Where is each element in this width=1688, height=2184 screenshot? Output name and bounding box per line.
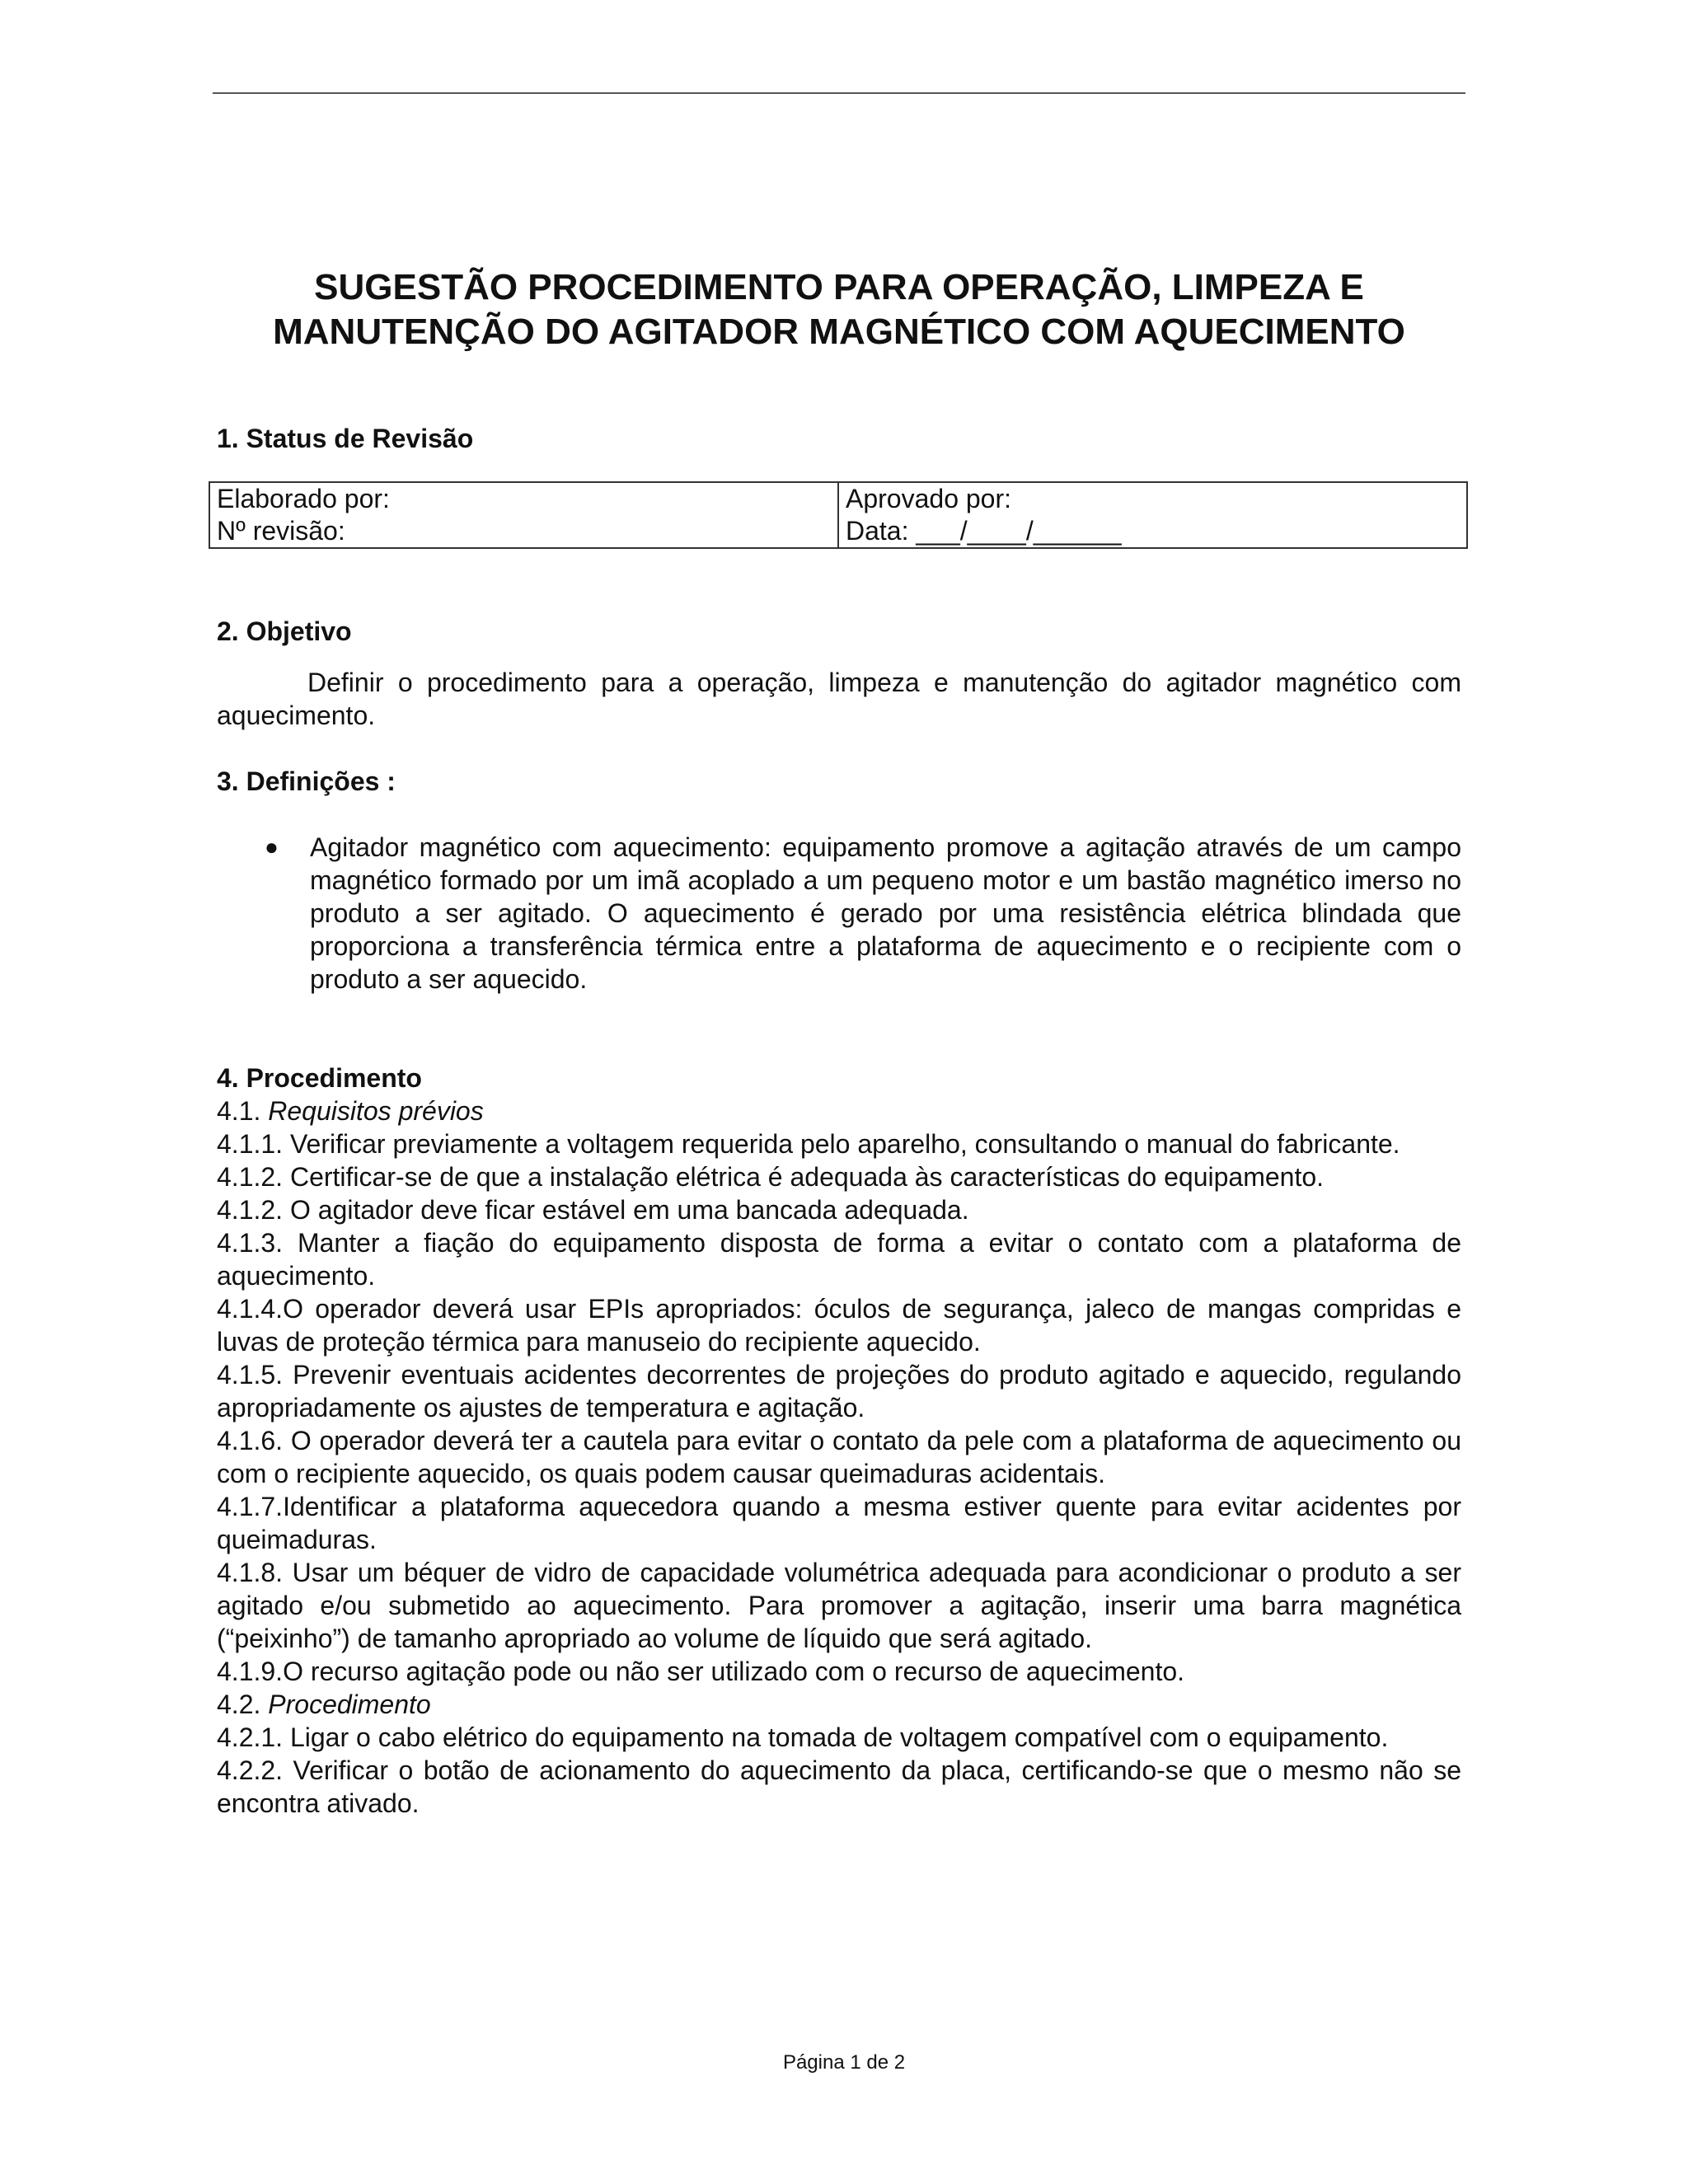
section-heading-procedimento: 4. Procedimento — [217, 1063, 422, 1093]
subsection-label: Requisitos prévios — [268, 1096, 484, 1126]
table-row — [209, 482, 1467, 548]
subsection-number: 4.1. — [217, 1096, 269, 1126]
procedimento-steps — [217, 1721, 1461, 1820]
step-item: 4.1.4.O operador deverá usar EPIs apropriados: óculos de segurança, jaleco de mangas compridas e luvas de proteção térmica para manuseio do recipiente aquecido. — [217, 1294, 1461, 1357]
section-heading-definicoes: 3. Definições : — [217, 766, 396, 796]
step-item: 4.1.2. Certificar-se de que a instalação elétrica é adequada às características do equipamento. — [217, 1162, 1325, 1192]
data-label: Data: ___/____/______ — [846, 516, 1122, 546]
table-cell-left — [209, 482, 838, 548]
step-item: 4.1.9.O recurso agitação pode ou não ser utilizado com o recurso de aquecimento. — [217, 1657, 1185, 1686]
subsection-number: 4.2. — [217, 1690, 269, 1719]
header-rule — [213, 92, 1465, 94]
step-item: 4.1.8. Usar um béquer de vidro de capacidade volumétrica adequada para acondicionar o produto a ser agitado e/ou submetido ao aquecimento. Para promover a agitação, inserir uma barra magnética (“peixinho”) de tamanho apropriado ao volume de líquido que será agitado. — [217, 1558, 1461, 1653]
step-item: 4.2.2. Verificar o botão de acionamento do aquecimento da placa, certificando-se que o mesmo não se encontra ativado. — [217, 1755, 1461, 1818]
subsection-label: Procedimento — [268, 1690, 431, 1719]
table-cell-right — [838, 482, 1467, 548]
revisao-label: Nº revisão: — [217, 516, 345, 546]
step-item: 4.1.6. O operador deverá ter a cautela para evitar o contato da pele com a plataforma de aquecimento ou com o recipiente aquecido, os quais podem causar queimaduras acidentais. — [217, 1426, 1461, 1488]
step-item: 4.1.5. Prevenir eventuais acidentes decorrentes de projeções do produto agitado e aquecido, regulando apropriadamente os ajustes de temperatura e agitação. — [217, 1360, 1461, 1422]
page-number-footer: Página 1 de 2 — [782, 2051, 906, 2074]
step-item: 4.1.7.Identificar a plataforma aquecedora quando a mesma estiver quente para evitar acidentes por queimaduras. — [217, 1492, 1461, 1554]
document-body — [217, 265, 1461, 1820]
bullet-icon: ● — [265, 834, 279, 860]
list-item — [217, 831, 1461, 996]
revision-status-table — [209, 481, 1468, 549]
section-heading-status: 1. Status de Revisão — [217, 424, 474, 453]
section-heading-objetivo: 2. Objetivo — [217, 616, 352, 646]
title-line-2: MANUTENÇÃO DO AGITADOR MAGNÉTICO COM AQUECIMENTO — [273, 312, 1405, 352]
title-line-1: SUGESTÃO PROCEDIMENTO PARA OPERAÇÃO, LIMPEZA E — [314, 267, 1364, 307]
document-title — [213, 265, 1465, 354]
subsection-procedimento — [217, 1688, 1461, 1721]
definitions-list — [217, 831, 1461, 996]
elaborado-label: Elaborado por: — [217, 484, 390, 513]
objetivo-text: Definir o procedimento para a operação, limpeza e manutenção do agitador magnético com aquecimento. — [217, 668, 1461, 730]
subsection-requisitos — [217, 1094, 1461, 1127]
step-item: 4.1.1. Verificar previamente a voltagem requerida pelo aparelho, consultando o manual do fabricante. — [217, 1129, 1400, 1159]
step-item: 4.2.1. Ligar o cabo elétrico do equipamento na tomada de voltagem compatível com o equipamento. — [217, 1722, 1389, 1752]
requisitos-steps — [217, 1127, 1461, 1688]
definition-text: Agitador magnético com aquecimento: equipamento promove a agitação através de um campo magnético formado por um imã acoplado a um pequeno motor e um bastão magnético imerso no produto a ser agitado. O aquecimento é gerado por uma resistência elétrica blindada que proporciona a transferência térmica entre a plataforma de aquecimento e o recipiente com o produto a ser aquecido. — [310, 832, 1461, 994]
step-item: 4.1.3. Manter a fiação do equipamento disposta de forma a evitar o contato com a plataforma de aquecimento. — [217, 1228, 1461, 1291]
aprovado-label: Aprovado por: — [846, 484, 1012, 513]
step-item: 4.1.2. O agitador deve ficar estável em uma bancada adequada. — [217, 1195, 969, 1225]
